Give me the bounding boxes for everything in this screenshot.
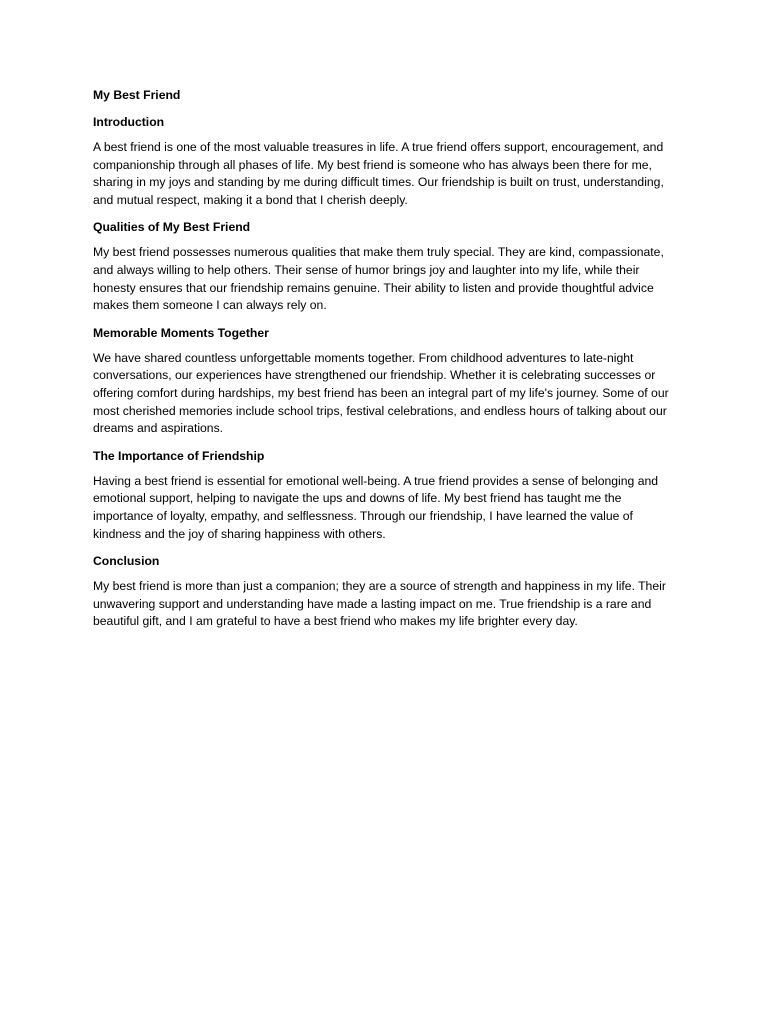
section-body-qualities: My best friend possesses numerous qualities that make them truly special. They are kind, compassionate, and always willing to help others. Their sense of humor brings joy and laughter into my life, while their honesty ensures that our friendship remains genuine. Their ability to listen and provide thoughtful advice makes them someone I can always rely on. bbox=[93, 245, 664, 313]
section-heading-qualities: Qualities of My Best Friend bbox=[93, 220, 251, 235]
document-page bbox=[93, 86, 683, 640]
section-heading-memorable-moments: Memorable Moments Together bbox=[93, 325, 269, 340]
section-body-introduction: A best friend is one of the most valuable treasures in life. A true friend offers support, encouragement, and companionship through all phases of life. My best friend is someone who has always been there for me, sharing in my joys and standing by me during difficult times. Our friendship is built on trust, understanding, and mutual respect, making it a bond that I cherish deeply. bbox=[93, 140, 664, 207]
section-heading-importance: The Importance of Friendship bbox=[93, 448, 265, 463]
document-title: My Best Friend bbox=[93, 88, 181, 102]
section-body-conclusion: My best friend is more than just a companion; they are a source of strength and happiness in my life. Their unwavering support and understanding have made a lasting impact on me. True friendship is a rare and beautiful gift, and I am grateful to have a best friend who makes my life brighter every day. bbox=[93, 579, 666, 629]
section-body-importance: Having a best friend is essential for emotional well-being. A true friend provides a sense of belonging and emotional support, helping to navigate the ups and downs of life. My best friend has taught me the importance of loyalty, empathy, and selflessness. Through our friendship, I have learned the value of kindness and the joy of sharing happiness with others. bbox=[93, 473, 659, 541]
section-body-memorable-moments: We have shared countless unforgettable moments together. From childhood adventures to late-night conversations, our experiences have strengthened our friendship. Whether it is celebrating successes or offering comfort during hardships, my best friend has been an integral part of my life's journey. Some of our most cherished memories include school trips, festival celebrations, and endless hours of talking about our dreams and aspirations. bbox=[93, 350, 669, 436]
section-heading-conclusion: Conclusion bbox=[93, 554, 160, 569]
section-heading-introduction: Introduction bbox=[93, 115, 165, 129]
